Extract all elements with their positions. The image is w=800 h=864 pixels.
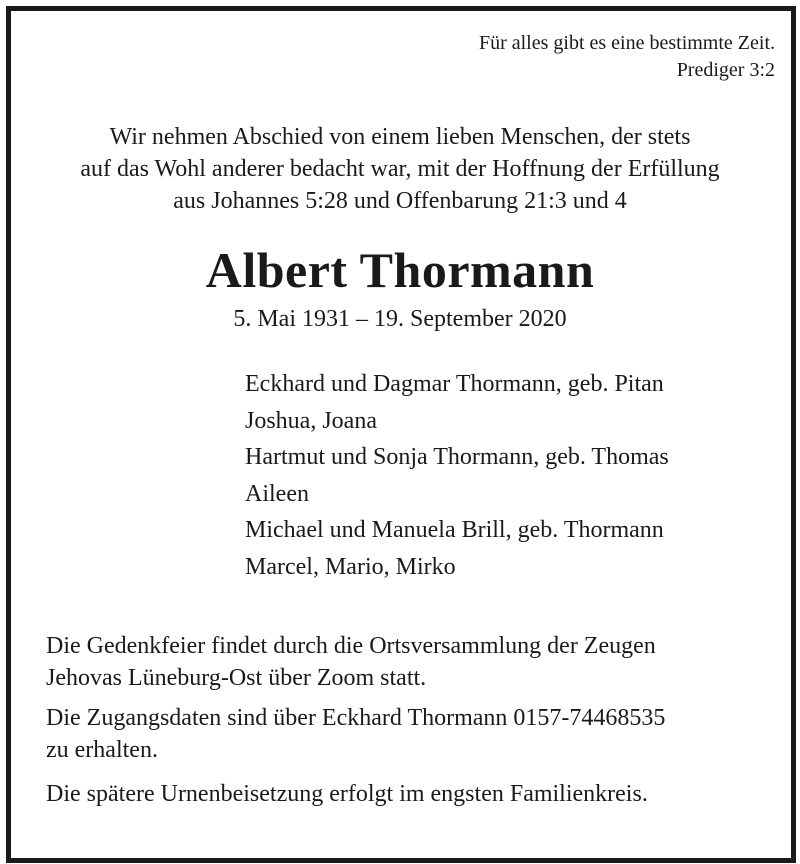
life-dates: 5. Mai 1931 – 19. September 2020 xyxy=(233,306,567,332)
mourner-line: Marcel, Mario, Mirko xyxy=(245,553,456,580)
memorial-line: Die Gedenkfeier findet durch die Ortsversammlung der Zeugen xyxy=(46,633,656,659)
access-line: Die Zugangsdaten sind über Eckhard Thormann 0157-74468535 xyxy=(46,705,666,731)
mourners-list xyxy=(245,366,669,585)
quote-text: Für alles gibt es eine bestimmte Zeit. xyxy=(478,32,775,54)
bible-quote xyxy=(479,30,775,84)
memorial-line: Jehovas Lüneburg-Ost über Zoom statt. xyxy=(46,665,427,691)
intro-line: Wir nehmen Abschied von einem lieben Menschen, der stets xyxy=(109,124,691,150)
intro-text xyxy=(0,121,800,217)
intro-line: aus Johannes 5:28 und Offenbarung 21:3 und 4 xyxy=(173,188,627,214)
deceased-name: Albert Thormann xyxy=(205,242,595,298)
memorial-info xyxy=(46,630,766,694)
memorial-notice xyxy=(46,630,766,810)
intro-line: auf das Wohl anderer bedacht war, mit der Hoffnung der Erfüllung xyxy=(80,156,720,182)
mourner-line: Hartmut und Sonja Thormann, geb. Thomas xyxy=(245,444,669,470)
quote-reference: Prediger 3:2 xyxy=(676,59,775,81)
burial-info: Die spätere Urnenbeisetzung erfolgt im engsten Familienkreis. xyxy=(46,781,648,807)
access-info xyxy=(46,702,766,766)
mourner-line: Michael und Manuela Brill, geb. Thormann xyxy=(245,517,664,543)
mourner-line: Eckhard und Dagmar Thormann, geb. Pitan xyxy=(245,371,664,397)
mourner-line: Joshua, Joana xyxy=(245,407,377,434)
access-line: zu erhalten. xyxy=(46,737,158,763)
mourner-line: Aileen xyxy=(245,480,309,507)
